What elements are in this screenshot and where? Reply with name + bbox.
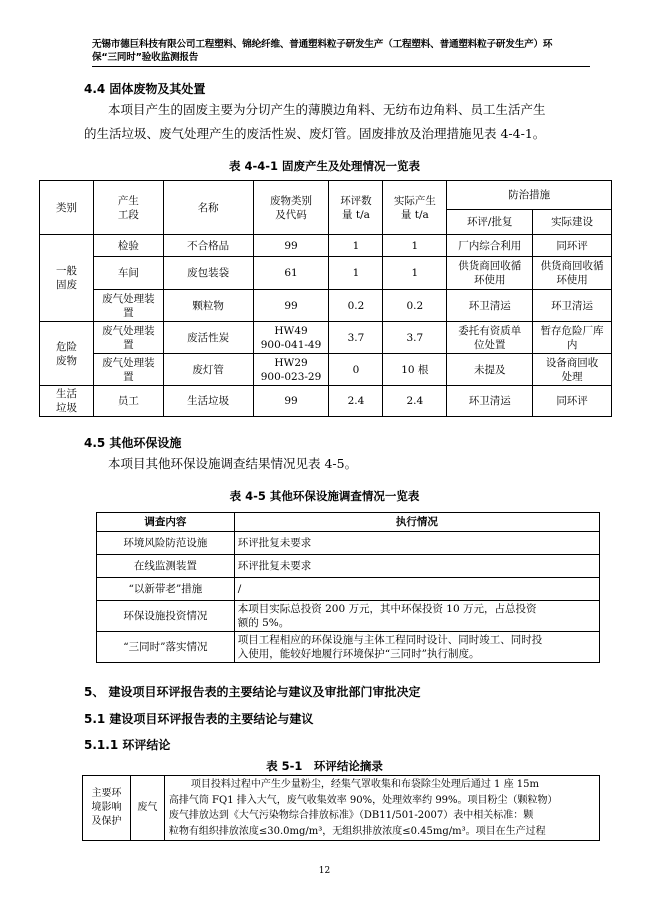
section-4-4-title: 4.4 固体废物及其处置 xyxy=(84,82,206,96)
impact-label: 主要环 境影响 及保护 xyxy=(83,776,131,841)
table-row: 环保设施投资情况 本项目实际总投资 200 万元，其中环保投资 10 万元，占总投资 额的 5%。 xyxy=(97,601,600,632)
table-row: 一般 固废 检验 不合格品 99 1 1 厂内综合利用 同环评 xyxy=(40,235,612,257)
table-4-4-1-caption: 表 4-4-1 固废产生及处理情况一览表 xyxy=(228,159,421,173)
section-4-5-para: 本项目其他环保设施调查结果情况见表 4-5。 xyxy=(108,456,358,471)
header-category: 类别 xyxy=(40,181,94,235)
section-5-1-1-title: 5.1.1 环评结论 xyxy=(84,738,171,752)
section-4-4-para-line-2: 的生活垃圾、废气处理产生的废活性炭、废灯管。固废排放及治理措施见表 4-4-1。 xyxy=(84,126,546,141)
header-code: 废物类别 及代码 xyxy=(253,181,329,235)
solid-waste-table xyxy=(39,180,612,417)
table-row: “以新带老”措施 / xyxy=(97,578,600,601)
section-5-1-title: 5.1 建设项目环评报告表的主要结论与建议 xyxy=(84,712,314,726)
header-measures: 防治措施 xyxy=(447,181,612,210)
table-4-5-caption: 表 4-5 其他环保设施调查情况一览表 xyxy=(229,489,420,503)
table-row: 环境风险防范设施 环评批复未要求 xyxy=(97,532,600,555)
header-name: 名称 xyxy=(163,181,253,235)
table-row: 废气处理装 置 废灯管 HW29 900-023-29 0 10 根 未提及 设备商回收 处理 xyxy=(40,354,612,386)
table-row: 废气处理装 置 颗粒物 99 0.2 0.2 环卫清运 环卫清运 xyxy=(40,290,612,322)
table-row: 车间 废包装袋 61 1 1 供货商回收循 环使用 供货商回收循 环使用 xyxy=(40,257,612,290)
header-line-1: 无锡市德巨科技有限公司工程塑料、锦纶纤维、普通塑料粒子研发生产（工程塑料、普通塑料粒子研发生产）环 xyxy=(92,39,553,50)
impact-type: 废气 xyxy=(130,776,164,841)
conclusion-text: 项目投料过程中产生少量粉尘，经集气罩收集和布袋除尘处理后通过 1 座 15m 高排气筒 FQ1 排入大气，废气收集效率 90%，处理效率约 99%。项目粉尘（颗粒物） 废气排放达到《大气污染物综合排放标准》（DB11/501-2007）表中相关标准：颗 粒物有组织排放浓度≤30.0mg/m³，无组织排放浓度≤0.45mg/m³。项目在生产过程 xyxy=(164,776,599,841)
table-5-1-caption: 表 5-1 环评结论摘录 xyxy=(266,759,383,773)
table-row: 危险 废物 废气处理装 置 废活性炭 HW49 900-041-49 3.7 3.7 委托有资质单 位处置 暂存危险厂库 内 xyxy=(40,322,612,354)
section-4-4-para-line-1: 本项目产生的固废主要为分切产生的薄膜边角料、无纺布边角料、员工生活产生 xyxy=(108,102,546,117)
header-stage: 产生 工段 xyxy=(93,181,163,235)
table-row xyxy=(83,776,600,841)
eia-conclusion-table xyxy=(82,775,600,841)
header-execution: 执行情况 xyxy=(234,513,599,532)
header-line-2: 保“三同时”验收监测报告 xyxy=(92,52,199,63)
table-row: 生活 垃圾 员工 生活垃圾 99 2.4 2.4 环卫清运 同环评 xyxy=(40,386,612,417)
header-actual-qty: 实际产生 量 t/a xyxy=(383,181,447,235)
header-survey-content: 调查内容 xyxy=(97,513,235,532)
header-eia-qty: 环评数 量 t/a xyxy=(329,181,383,235)
header-measures-actual: 实际建设 xyxy=(533,210,612,235)
running-header xyxy=(92,38,582,64)
header-measures-eia: 环评/批复 xyxy=(447,210,533,235)
table-row: 在线监测装置 环评批复未要求 xyxy=(97,555,600,578)
section-4-5-title: 4.5 其他环保设施 xyxy=(84,436,182,450)
group-hazardous-waste: 危险 废物 xyxy=(40,322,94,386)
table-row: “三同时”落实情况 项目工程相应的环保设施与主体工程同时设计、同时竣工、同时投 入使用，能较好地履行环境保护“三同时”执行制度。 xyxy=(97,632,600,663)
header-rule xyxy=(92,66,590,67)
group-general-waste: 一般 固废 xyxy=(40,235,94,322)
section-5-title: 5、 建设项目环评报告表的主要结论与建议及审批部门审批决定 xyxy=(84,685,421,699)
other-facilities-table xyxy=(96,512,600,663)
page-number: 12 xyxy=(318,866,331,876)
group-domestic-waste: 生活 垃圾 xyxy=(40,386,94,417)
